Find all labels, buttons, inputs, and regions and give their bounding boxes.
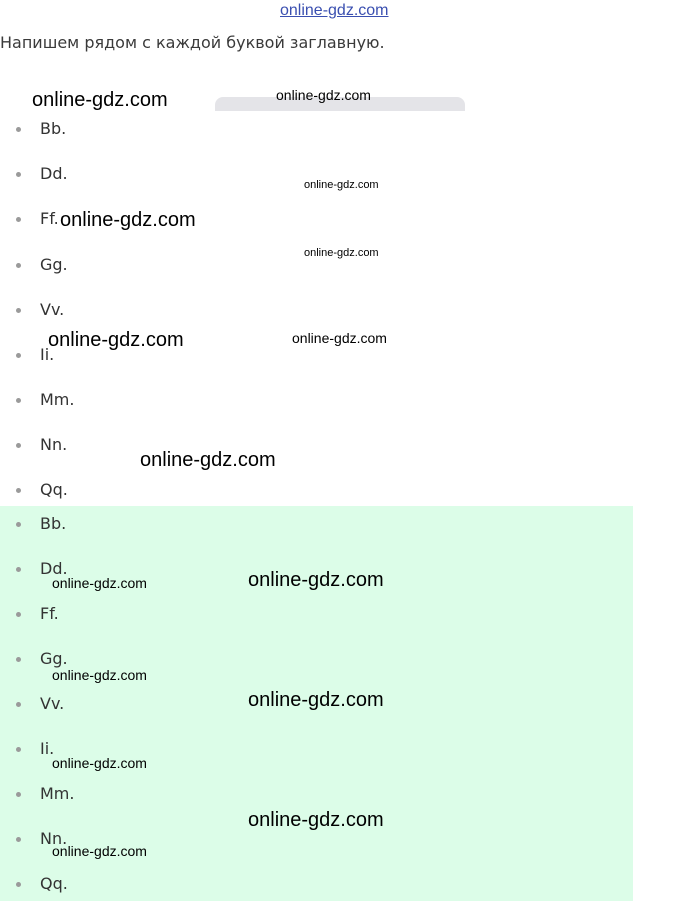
bullet-icon (16, 837, 21, 842)
task-instruction: Напишем рядом с каждой буквой заглавную. (0, 33, 385, 52)
watermark: online-gdz.com (52, 755, 147, 771)
bullet-icon (16, 657, 21, 662)
letter-pair: Ff. (40, 604, 59, 623)
letter-pair: Ff. (40, 209, 59, 228)
bullet-icon (16, 308, 21, 313)
bullet-icon (16, 217, 21, 222)
bullet-icon (16, 702, 21, 707)
letter-pair: Qq. (40, 480, 68, 499)
letter-pair: Dd. (40, 164, 68, 183)
watermark: online-gdz.com (304, 247, 379, 259)
bullet-icon (16, 172, 21, 177)
bullet-icon (16, 747, 21, 752)
watermark: online-gdz.com (52, 667, 147, 683)
watermark: online-gdz.com (248, 809, 384, 831)
letter-pair: Nn. (40, 829, 68, 848)
watermark: online-gdz.com (52, 575, 147, 591)
bullet-icon (16, 522, 21, 527)
bullet-icon (16, 792, 21, 797)
watermark: online-gdz.com (248, 689, 384, 711)
watermark: online-gdz.com (48, 329, 184, 351)
bullet-icon (16, 127, 21, 132)
header-watermark-link[interactable]: online-gdz.com (280, 2, 389, 19)
bullet-icon (16, 612, 21, 617)
watermark: online-gdz.com (248, 569, 384, 591)
letter-pair: Bb. (40, 119, 67, 138)
bullet-icon (16, 398, 21, 403)
letter-pair: Gg. (40, 255, 68, 274)
letter-pair: Mm. (40, 784, 75, 803)
watermark: online-gdz.com (276, 87, 371, 103)
bullet-icon (16, 263, 21, 268)
letter-pair: Vv. (40, 694, 65, 713)
watermark: online-gdz.com (32, 89, 168, 111)
letter-pair: Bb. (40, 514, 67, 533)
watermark: online-gdz.com (52, 843, 147, 859)
letter-pair: Qq. (40, 874, 68, 893)
letter-pair: Ii. (40, 345, 55, 364)
letter-pair: Gg. (40, 649, 68, 668)
letter-pair: Ii. (40, 739, 55, 758)
letter-pair: Mm. (40, 390, 75, 409)
letter-pair: Vv. (40, 300, 65, 319)
letter-pair: Nn. (40, 435, 68, 454)
watermark: online-gdz.com (292, 330, 387, 346)
watermark: online-gdz.com (140, 449, 276, 471)
letter-pair: Dd. (40, 559, 68, 578)
bullet-icon (16, 443, 21, 448)
bullet-icon (16, 488, 21, 493)
watermark: online-gdz.com (304, 179, 379, 191)
bullet-icon (16, 353, 21, 358)
watermark: online-gdz.com (60, 209, 196, 231)
bullet-icon (16, 882, 21, 887)
bullet-icon (16, 567, 21, 572)
